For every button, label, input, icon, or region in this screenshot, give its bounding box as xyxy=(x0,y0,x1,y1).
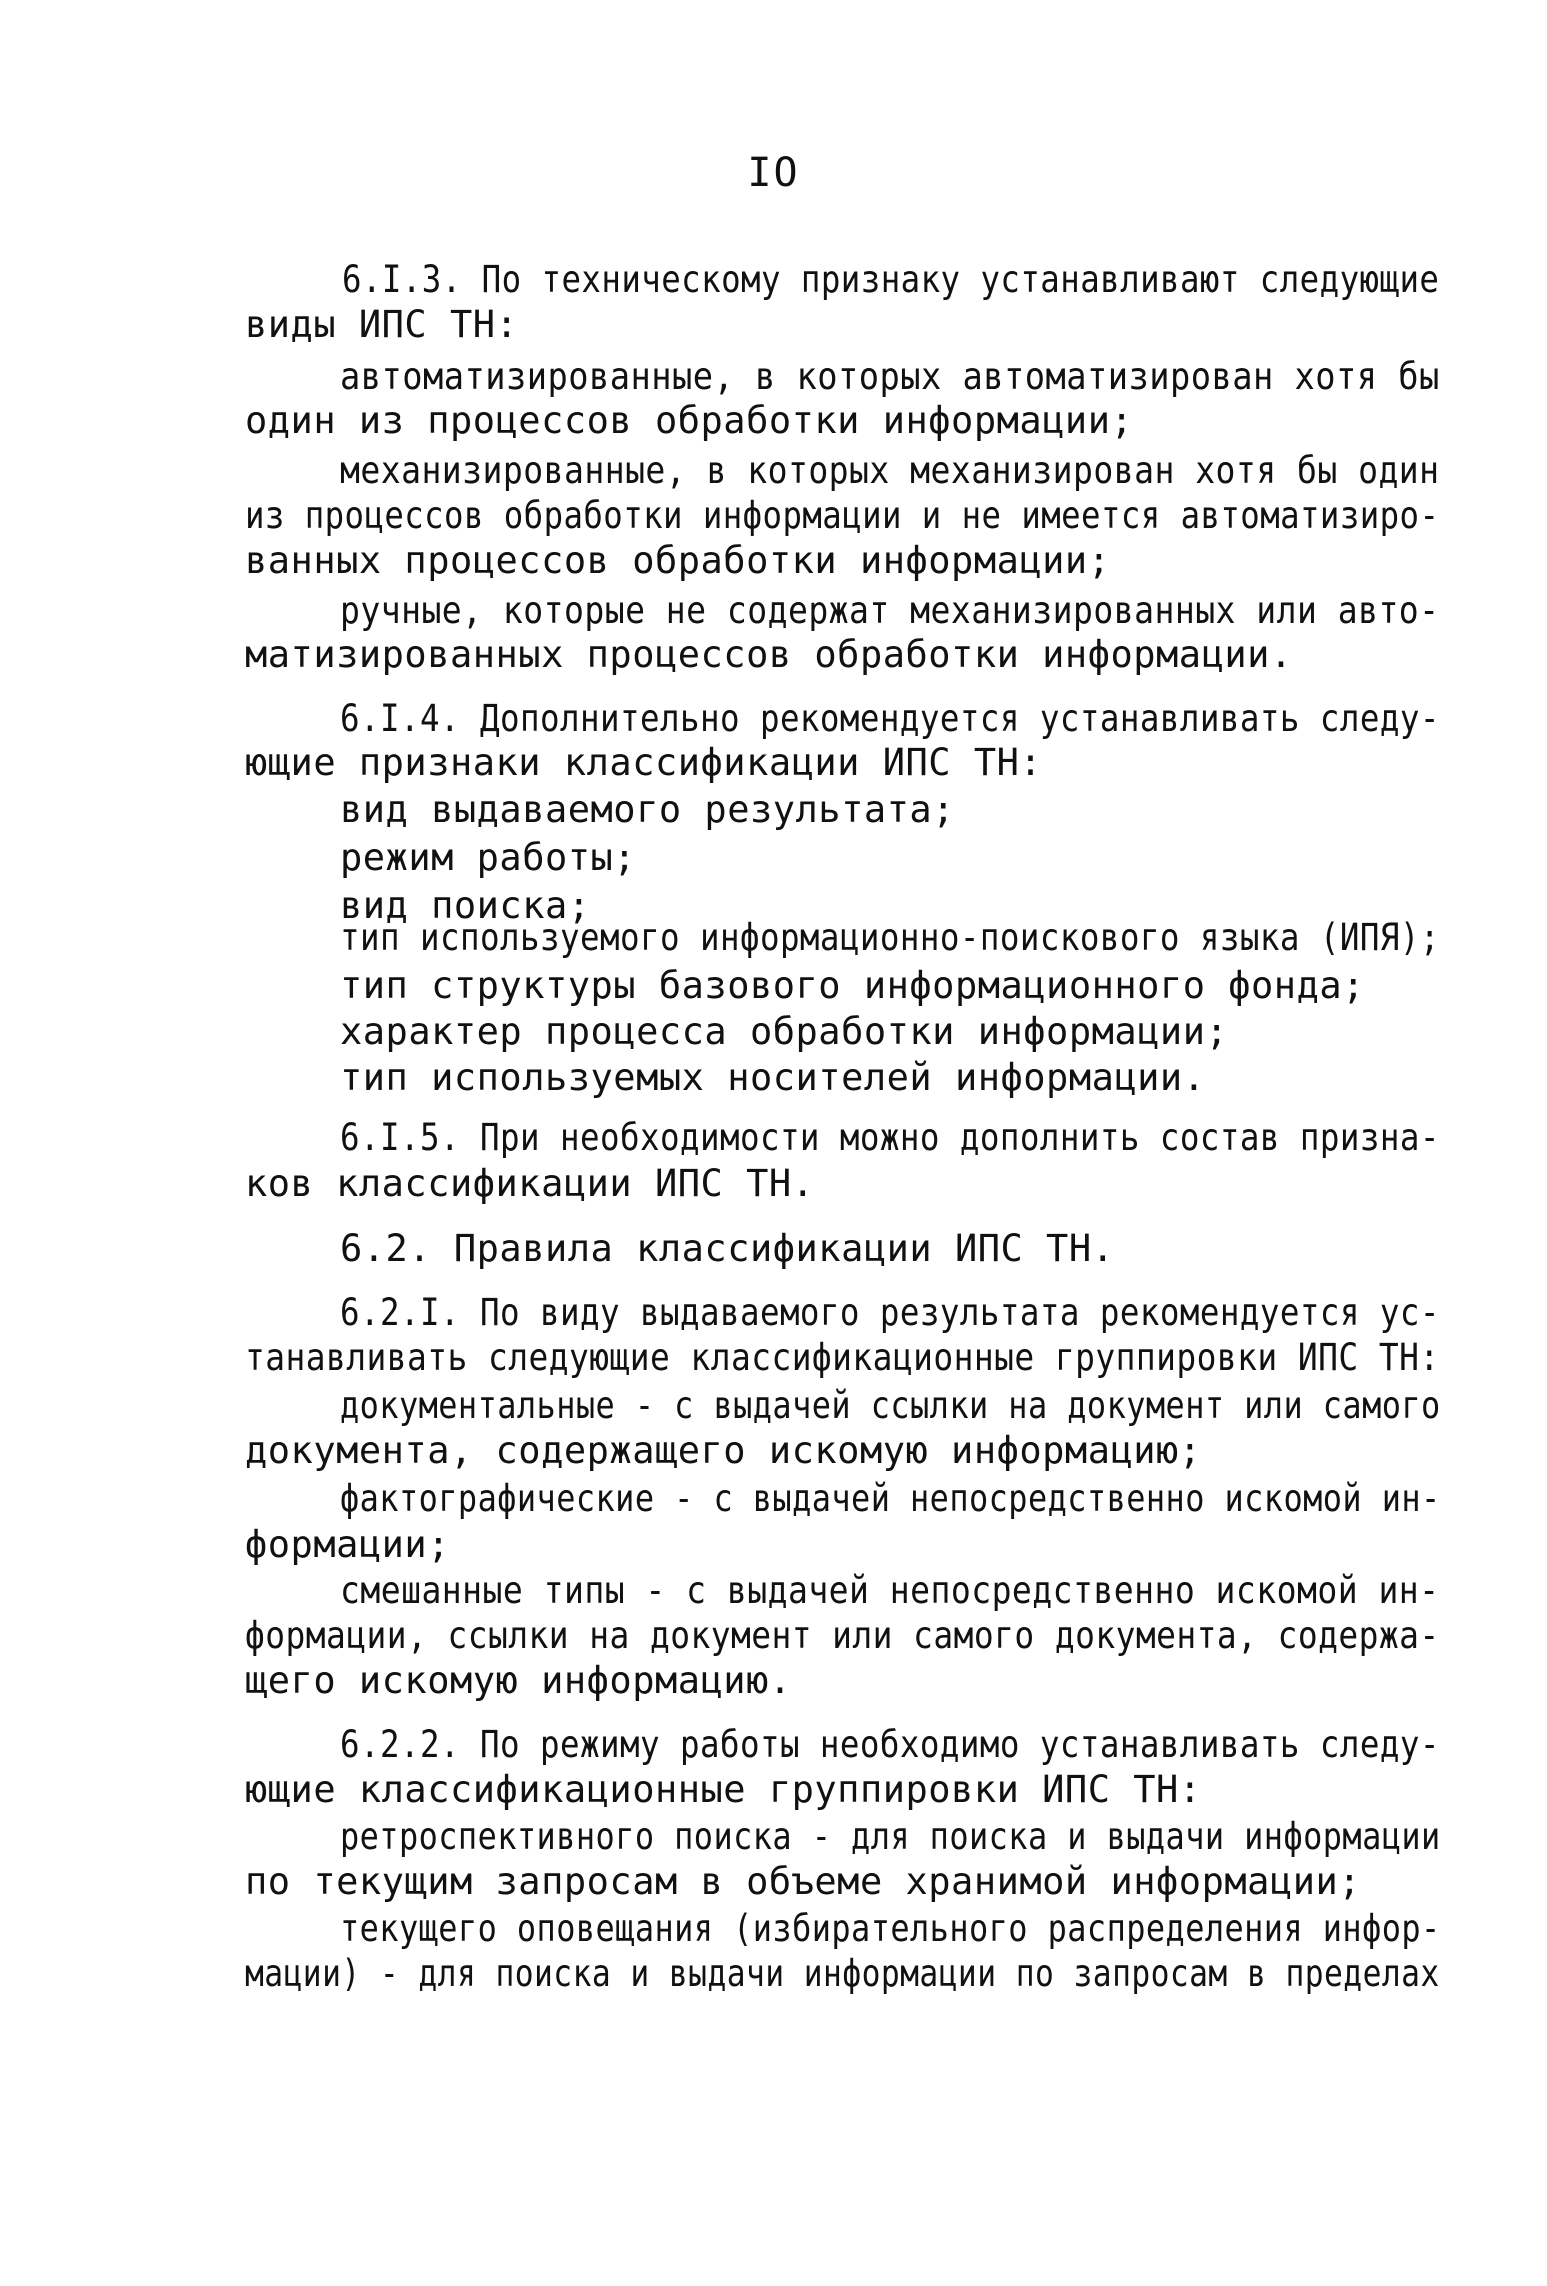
text-line: 6.2.2. По режиму работы необходимо устанавливать следу- xyxy=(340,1723,1440,1766)
text-line: смешанные типы - с выдачей непосредственно искомой ин- xyxy=(340,1569,1440,1612)
text-line: характер процесса обработки информации; xyxy=(340,1010,1229,1053)
text-line: 6.I.3. По техническому признаку устанавливают следующие xyxy=(342,258,1440,301)
text-line: виды ИПС ТН: xyxy=(245,303,519,346)
text-line: матизированных процессов обработки информации. xyxy=(245,633,1293,676)
text-line: вид выдаваемого результата; xyxy=(340,788,955,831)
page-number: IO xyxy=(747,150,800,196)
text-line: танавливать следующие классификационные группировки ИПС ТН: xyxy=(245,1336,1440,1379)
text-line: ющие классификационные группировки ИПС ТН: xyxy=(245,1768,1202,1811)
text-line: 6.2. Правила классификации ИПС ТН. xyxy=(340,1227,1115,1270)
text-line: ванных процессов обработки информации; xyxy=(245,539,1111,582)
text-line: автоматизированные, в которых автоматизирован хотя бы xyxy=(340,355,1440,398)
text-line: ретроспективного поиска - для поиска и выдачи информации xyxy=(340,1815,1441,1858)
text-line: ков классификации ИПС ТН. xyxy=(245,1162,815,1205)
text-line: ручные, которые не содержат механизированных или авто- xyxy=(340,589,1440,632)
text-line: ющие признаки классификации ИПС ТН: xyxy=(245,741,1043,784)
text-line: из процессов обработки информации и не имеется автоматизиро- xyxy=(245,494,1440,537)
text-line: тип используемых носителей информации. xyxy=(340,1056,1206,1099)
text-line: документальные - с выдачей ссылки на документ или самого xyxy=(340,1384,1441,1427)
text-line: фактографические - с выдачей непосредственно искомой ин- xyxy=(340,1477,1441,1520)
text-line: тип структуры базового информационного фонда; xyxy=(340,964,1365,1007)
text-line: по текущим запросам в объеме хранимой информации; xyxy=(245,1860,1362,1903)
text-line: 6.I.4. Дополнительно рекомендуется устанавливать следу- xyxy=(340,697,1440,740)
text-line: вид поиска; xyxy=(340,884,591,927)
text-line: щего искомую информацию. xyxy=(245,1659,792,1702)
text-line: тип используемого информационно-поискового языка (ИПЯ); xyxy=(340,916,1440,959)
text-line: текущего оповещания (избирательного распределения инфор- xyxy=(340,1907,1441,1950)
text-line: режим работы; xyxy=(340,836,637,879)
text-line: 6.2.I. По виду выдаваемого результата рекомендуется ус- xyxy=(340,1291,1440,1334)
text-line: мации) - для поиска и выдачи информации по запросам в пределах xyxy=(245,1952,1440,1995)
text-line: 6.I.5. При необходимости можно дополнить состав призна- xyxy=(340,1116,1440,1159)
text-line: формации, ссылки на документ или самого документа, содержа- xyxy=(245,1614,1440,1657)
text-line: один из процессов обработки информации; xyxy=(245,399,1134,442)
text-line: формации; xyxy=(245,1523,450,1566)
text-line: документа, содержащего искомую информацию; xyxy=(245,1429,1202,1472)
text-line: механизированные, в которых механизирован хотя бы один xyxy=(340,449,1440,492)
